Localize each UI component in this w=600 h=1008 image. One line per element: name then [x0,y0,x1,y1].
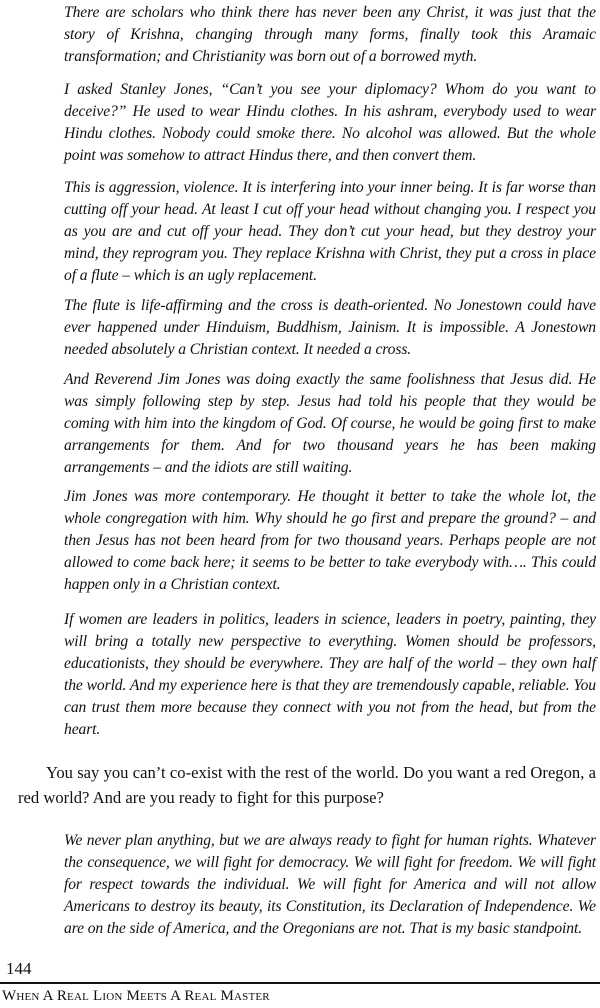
page-number: 144 [6,959,32,978]
answer-text: I asked Stanley Jones, “Can’t you see your diplomacy? Whom do you want to deceive?” He used to wear Hindu clothes. In his ashram, everybody used to wear Hindu clothes. Nobody could smoke there. No alcohol was allowed. But the whole point was somehow to attract Hindus there, and then convert them. [64,81,596,164]
answer-paragraph [64,295,596,361]
answer-text: Jim Jones was more contemporary. He thought it better to take the whole lot, the whole congregation with him. Why should he go first and prepare the ground? – and then Jesus has not been heard from for two thousand years. Perhaps people are not allowed to come back here; it seems to be better to take everybody with…. This could happen only in a Christian context. [64,488,596,593]
answer-text: There are scholars who think there has never been any Christ, it was just that the story of Krishna, changing through many forms, finally took this Aramaic transformation; and Christianity was born out of a borrowed myth. [64,4,596,65]
interview-question: You say you can’t co-exist with the rest of the world. Do you want a red Oregon, a red world? And are you ready to fight for this purpose? [18,763,596,807]
running-footer-title: When A Real Lion Meets A Real Master [2,988,270,1004]
answer-paragraph [64,609,596,741]
answer-paragraph [64,486,596,596]
answer-paragraph [64,830,596,940]
answer-text: If women are leaders in politics, leaders in science, leaders in poetry, painting, they will bring a totally new perspective to everything. Women should be professors, educationists, they should be everywhere. They are half of the world – they own half the world. And my experience here is that they are tremendously capable, reliable. You can trust them more because they connect with you not from the head, but from the heart. [64,611,596,738]
answer-text: We never plan anything, but we are always ready to fight for human rights. Whatever the consequence, we will fight for democracy. We will fight for freedom. We will fight for respect towards the individual. We will fight for America and will not allow Americans to destroy its beauty, its Constitution, its Declaration of Independence. We are on the side of America, and the Oregonians are not. That is my basic standpoint. [64,832,596,937]
answer-paragraph [64,79,596,167]
answer-text: The flute is life-affirming and the cross is death-oriented. No Jonestown could have ever happened under Hinduism, Buddhism, Jainism. It is impossible. A Jonestown needed absolutely a Christian context. It needed a cross. [64,297,596,358]
answer-text: This is aggression, violence. It is interfering into your inner being. It is far worse than cutting off your head. At least I cut off your head without changing you. I respect you as you are and cut off your head. They don’t cut your head, but they destroy your mind, they reprogram you. They replace Krishna with Christ, they put a cross in place of a flute – which is an ugly replacement. [64,179,596,284]
footer-divider [0,982,600,984]
answer-paragraph [64,2,596,68]
answer-paragraph [64,177,596,287]
answer-text: And Reverend Jim Jones was doing exactly the same foolishness that Jesus did. He was simply following step by step. Jesus had told his people that they would be coming with him into the kingdom of God. Of course, he would be going first to make arrangements for them. And for two thousand years he has been making arrangements – and the idiots are still waiting. [64,371,596,476]
answer-paragraph [64,369,596,479]
